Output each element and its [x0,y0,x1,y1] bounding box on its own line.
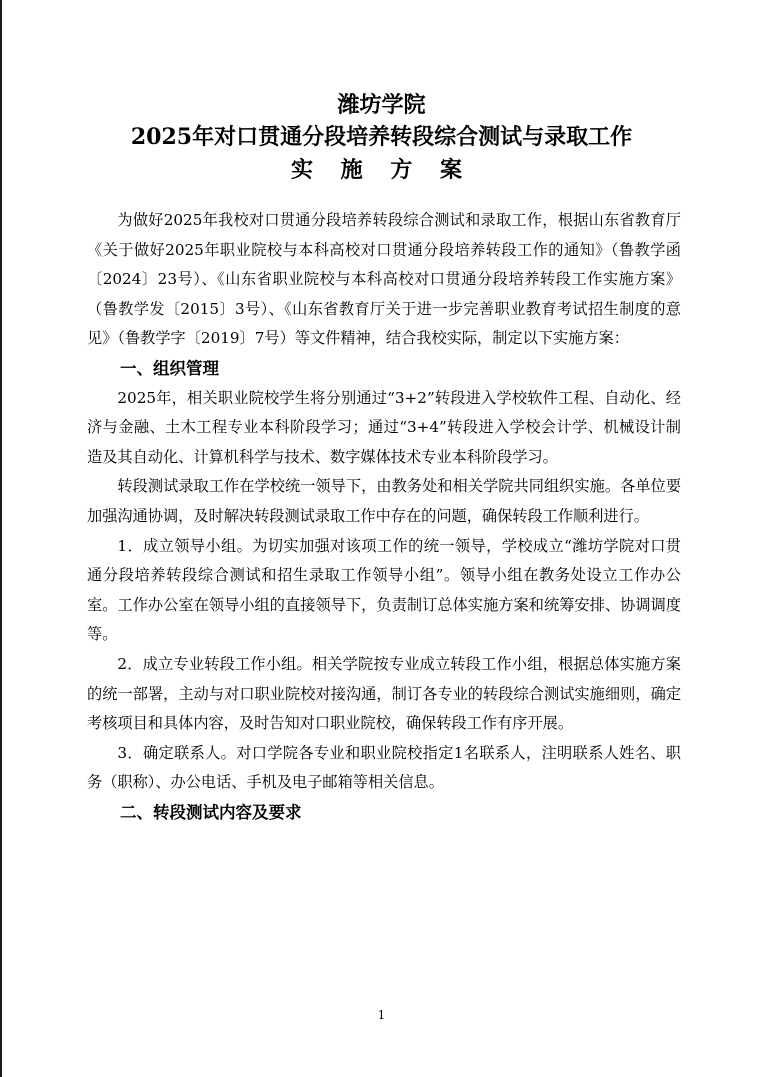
list-item-contact-person: 3．确定联系人。对口学院各专业和职业院校指定1名联系人，注明联系人姓名、职务（职称）、办公电话、手机及电子邮箱等相关信息。 [87,743,681,792]
document-title: 2025年对口贯通分段培养转段综合测试与录取工作 [130,124,633,150]
page-number: 1 [377,1008,386,1022]
list-item-working-group: 2．成立专业转段工作小组。相关学院按专业成立转段工作小组，根据总体实施方案的统一部署，主动与对口职业院校对接沟通，制订各专业的转段综合测试实施细则，确定考核项目和具体内容，及时告知对口职业院校，确保转段工作有序开展。 [87,654,681,733]
institution-title: 潍坊学院 [337,92,426,118]
list-item-leading-group: 1．成立领导小组。为切实加强对该项工作的统一领导，学校成立“潍坊学院对口贯通分段培养转段综合测试和招生录取工作领导小组”。领导小组在教务处设立工作办公室。工作办公室在领导小组的直接领导下，负责制订总体实施方案和统筹安排、协调调度等。 [87,536,681,644]
document-subtitle: 实 施 方 案 [291,157,472,183]
document-body [87,206,681,827]
section-heading-test-content: 二、转段测试内容及要求 [120,802,302,822]
paragraph-leadership: 转段测试录取工作在学校统一领导下，由教务处和相关学院共同组织实施。各单位要加强沟通协调，及时解决转段测试录取工作中存在的问题，确保转段工作顺利进行。 [87,477,681,525]
intro-paragraph: 为做好2025年我校对口贯通分段培养转段综合测试和录取工作，根据山东省教育厅《关于做好2025年职业院校与本科高校对口贯通分段培养转段工作的通知》（鲁教学函〔2024〕23号）、《山东省职业院校与本科高校对口贯通分段培养转段工作实施方案》（鲁教学发〔2015〕3号）、《山东省教育厅关于进一步完善职业教育考试招生制度的意见》（鲁教学字〔2019〕7号）等文件精神，结合我校实际，制定以下实施方案： [87,211,681,348]
paragraph-majors: 2025年，相关职业院校学生将分别通过“3+2”转段进入学校软件工程、自动化、经济与金融、土木工程专业本科阶段学习；通过“3+4”转段进入学校会计学、机械设计制造及其自动化、计算机科学与技术、数字媒体技术专业本科阶段学习。 [87,388,681,466]
section-heading-organization: 一、组织管理 [120,358,219,378]
